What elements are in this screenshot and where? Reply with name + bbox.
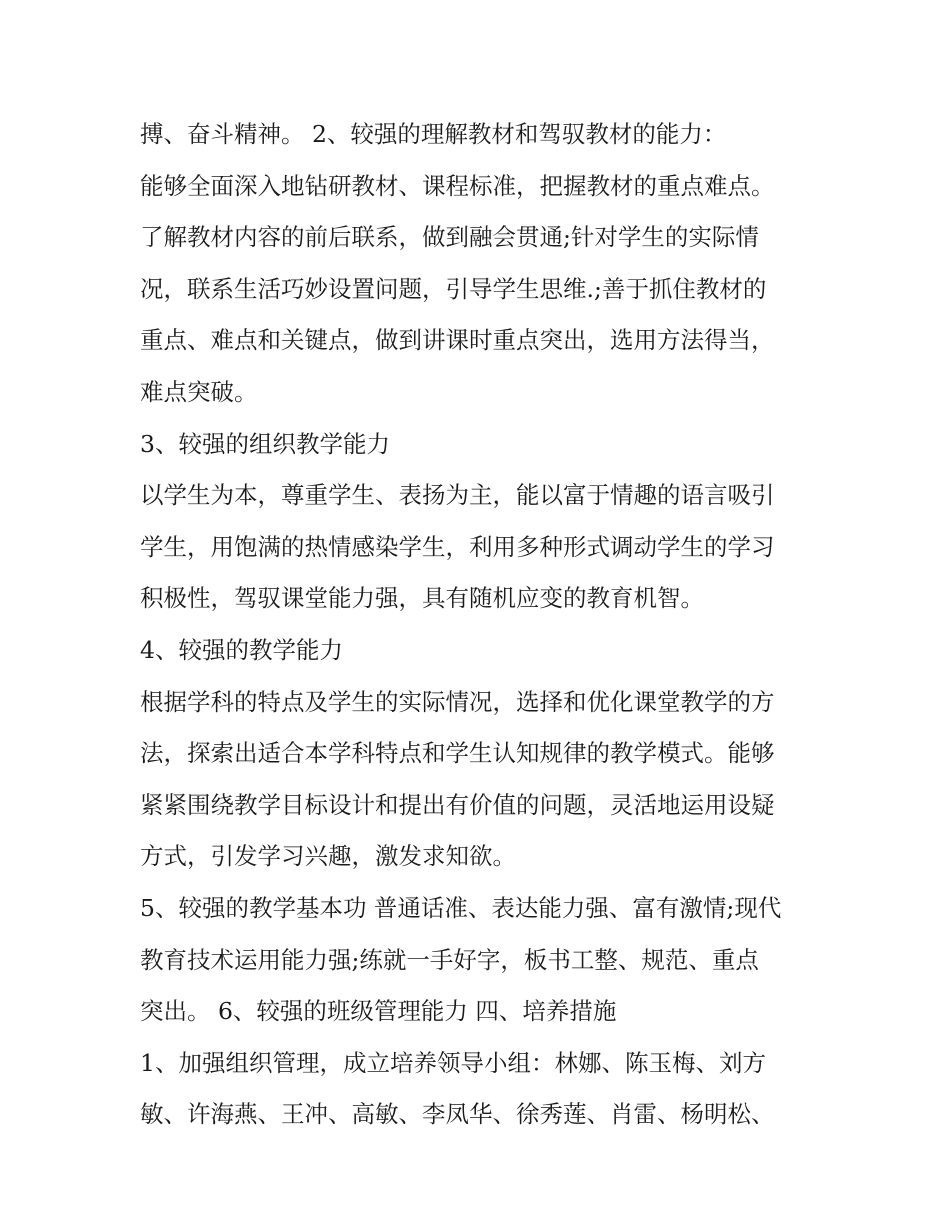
section-heading: 3、较强的组织教学能力 xyxy=(140,429,390,458)
text-line: 积极性，驾驭课堂能力强，具有随机应变的教育机智。 xyxy=(140,584,704,613)
text-line: 突出。 6、较强的班级管理能力 四、培养措施 xyxy=(140,997,617,1026)
text-line: 紧紧围绕教学目标设计和提出有价值的问题，灵活地运用设疑 xyxy=(140,790,775,819)
text-line: 根据学科的特点及学生的实际情况，选择和优化课堂教学的方 xyxy=(140,687,775,716)
text-line: 敏、许海燕、王冲、高敏、李凤华、徐秀莲、肖雷、杨明松、 xyxy=(140,1100,775,1129)
text-line: 重点、难点和关键点，做到讲课时重点突出，选用方法得当， xyxy=(140,326,775,355)
text-line: 1、加强组织管理，成立培养领导小组：林娜、陈玉梅、刘方 xyxy=(140,1048,766,1077)
text-line: 5、较强的教学基本功 普通话准、表达能力强、富有激情;现代 xyxy=(140,893,782,922)
text-line: 以学生为本，尊重学生、表扬为主，能以富于情趣的语言吸引 xyxy=(140,481,775,510)
document-page xyxy=(140,109,820,1141)
text-line: 教育技术运用能力强;练就一手好字，板书工整、规范、重点 xyxy=(140,945,759,974)
text-line: 况，联系生活巧妙设置问题，引导学生思维.;善于抓住教材的 xyxy=(140,274,767,303)
section-heading: 4、较强的教学能力 xyxy=(140,635,343,664)
text-line: 了解教材内容的前后联系，做到融会贯通;针对学生的实际情 xyxy=(140,223,759,252)
text-line: 搏、奋斗精神。 2、较强的理解教材和驾驭教材的能力： xyxy=(140,120,727,148)
text-line: 学生，用饱满的热情感染学生，利用多种形式调动学生的学习 xyxy=(140,532,775,561)
text-line: 能够全面深入地钻研教材、课程标准，把握教材的重点难点。 xyxy=(140,171,775,200)
text-line: 方式，引发学习兴趣，激发求知欲。 xyxy=(140,842,516,871)
text-line: 法，探索出适合本学科特点和学生认知规律的教学模式。能够 xyxy=(140,739,775,768)
text-line: 难点突破。 xyxy=(140,377,258,406)
